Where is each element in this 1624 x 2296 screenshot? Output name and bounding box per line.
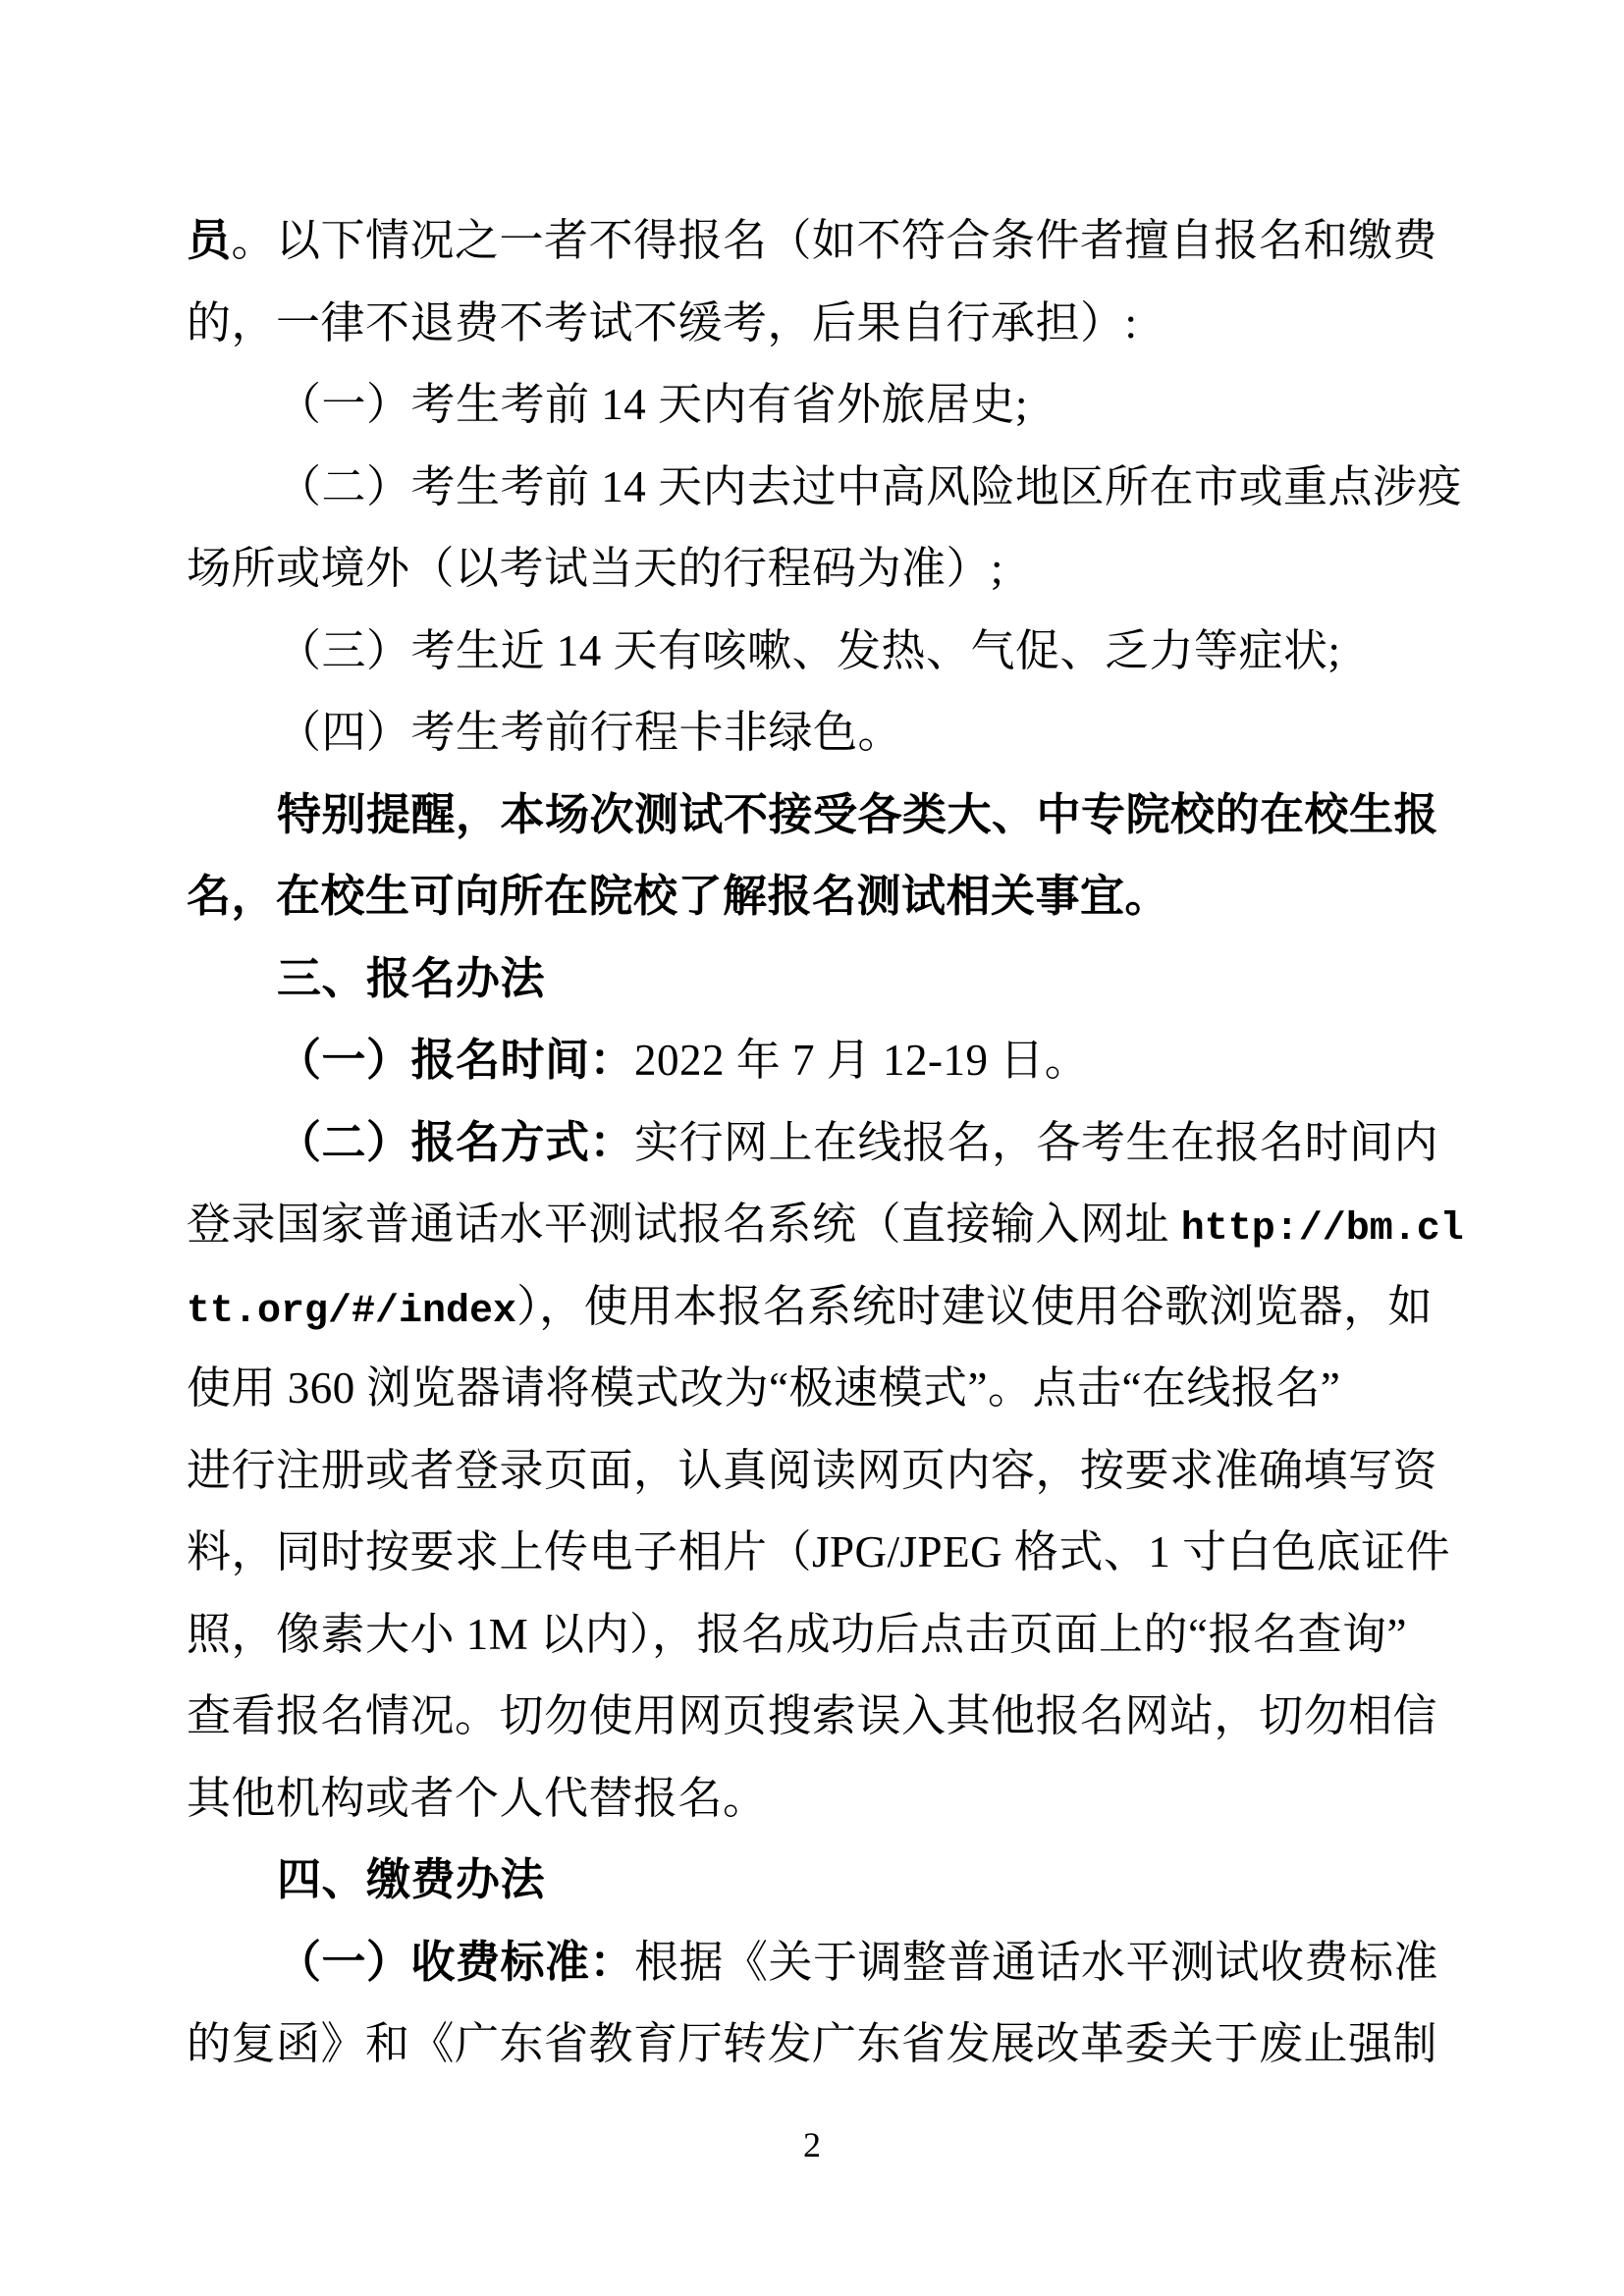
text-segment: 。以下情况之一者不得报名（如不符合条件者擅自报名和缴费 <box>231 216 1438 265</box>
text-line <box>187 1102 1439 1185</box>
text-line <box>187 774 1439 857</box>
text-segment: 进行注册或者登录页面，认真阅读网页内容，按要求准确填写资 <box>187 1445 1438 1495</box>
text-segment: ），使用本报名系统时建议使用谷歌浏览器，如 <box>516 1281 1434 1331</box>
text-line <box>187 2003 1438 2086</box>
text-segment: 三、报名办法 <box>277 953 546 1003</box>
text-segment: 实行网上在线报名，各考生在报名时间内 <box>634 1117 1439 1167</box>
text-segment: （一）收费标准： <box>277 1937 635 1987</box>
text-segment: （二）报名方式： <box>277 1117 635 1167</box>
text-segment: 查看报名情况。切勿使用网页搜索误入其他报名网站，切勿相信 <box>187 1691 1438 1740</box>
text-segment: 使用 360 浏览器请将模式改为“极速模式”。点击“在线报名” <box>187 1363 1341 1413</box>
text-line <box>187 364 1435 447</box>
text-line <box>187 692 1435 774</box>
text-segment: 名，在校生可向所在院校了解报名测试相关事宜。 <box>187 872 1170 921</box>
text-line <box>187 283 1435 365</box>
text-segment: （一）报名时间： <box>277 1036 635 1085</box>
text-line <box>187 1676 1438 1758</box>
text-line <box>187 856 1435 938</box>
text-segment: 四、缴费办法 <box>277 1855 546 1904</box>
text-segment: 场所或境外（以考试当天的行程码为准）; <box>187 544 1004 593</box>
text-segment: 的，一律不退费不考试不缓考，后果自行承担）: <box>187 297 1138 347</box>
url-text: http://bm.cl <box>1180 1207 1464 1252</box>
text-line <box>187 1430 1438 1513</box>
text-line <box>187 1512 1451 1594</box>
url-text: tt.org/#/index <box>187 1289 517 1334</box>
text-segment: 2022 年 7 月 12-19 日。 <box>634 1036 1090 1085</box>
text-segment: 特别提醒，本场次测试不接受各类大、中专院校的在校生报 <box>277 789 1439 839</box>
text-segment: （三）考生近 14 天有咳嗽、发热、气促、乏力等症状; <box>277 625 1341 675</box>
text-line <box>187 1758 1435 1841</box>
text-segment: 的复函》和《广东省教育厅转发广东省发展改革委关于废止强制 <box>187 2019 1438 2068</box>
text-segment: 员 <box>187 216 232 265</box>
text-line <box>187 1840 1435 1922</box>
text-line <box>187 938 1435 1021</box>
text-line <box>187 1594 1435 1677</box>
text-segment: 料，同时按要求上传电子相片（JPG/JPEG 格式、1 寸白色底证件 <box>187 1527 1451 1576</box>
text-segment: 照，像素大小 1M 以内），报名成功后点击页面上的“报名查询” <box>187 1609 1407 1659</box>
text-line <box>187 611 1435 693</box>
text-segment: 根据《关于调整普通话水平测试收费标准 <box>634 1937 1439 1987</box>
text-line <box>187 528 1435 611</box>
text-segment: 其他机构或者个人代替报名。 <box>187 1773 768 1823</box>
page-number: 2 <box>803 2125 821 2164</box>
text-line <box>187 447 1463 529</box>
text-segment: 登录国家普通话水平测试报名系统（直接输入网址 <box>187 1200 1181 1249</box>
text-segment: （一）考生考前 14 天内有省外旅居史; <box>277 380 1029 429</box>
text-line <box>187 1348 1435 1430</box>
text-line <box>187 1266 1435 1349</box>
text-line <box>187 1922 1439 2004</box>
text-line <box>187 200 1438 283</box>
text-segment: （二）考生考前 14 天内去过中高风险地区所在市或重点涉疫 <box>277 461 1463 511</box>
document-body <box>187 200 1464 2086</box>
text-segment: （四）考生考前行程卡非绿色。 <box>277 708 903 757</box>
text-line <box>187 1020 1435 1102</box>
text-line <box>187 1184 1464 1266</box>
